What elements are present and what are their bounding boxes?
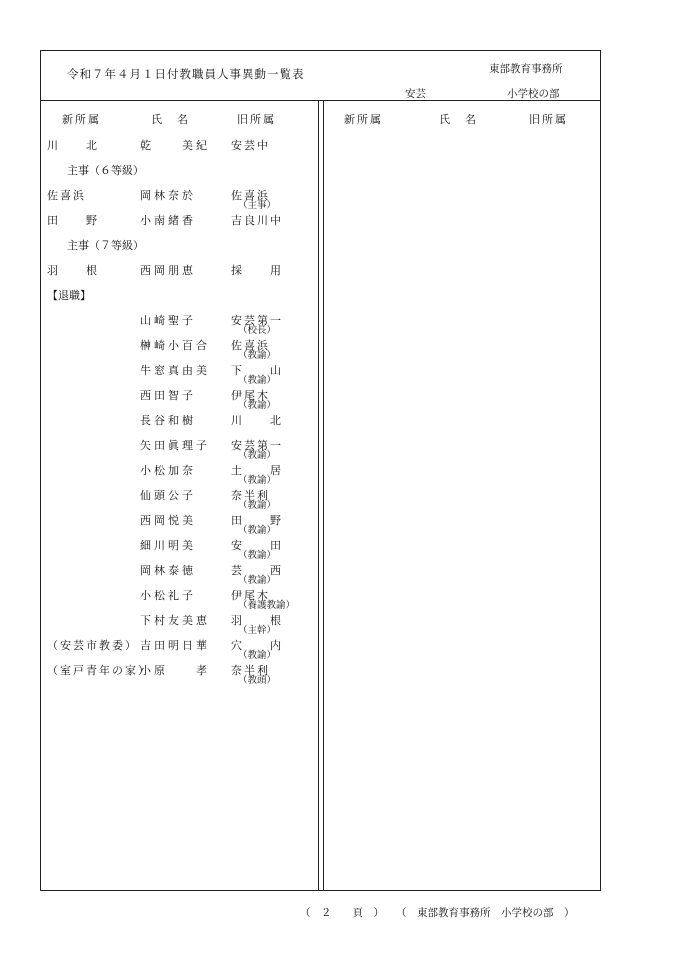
column-header-old: 旧所属 xyxy=(237,113,276,126)
entry-name: 岡林奈於 xyxy=(140,189,196,202)
entry-role: （教諭） xyxy=(238,575,277,586)
entry-role: （教諭） xyxy=(238,650,277,661)
column-header-name-right: 氏 名 xyxy=(439,113,478,126)
entry-role: （教諭） xyxy=(238,500,277,511)
column-header-new: 新所属 xyxy=(62,113,101,126)
entry-old-post: 川 北 xyxy=(231,414,283,427)
footer-label: （ 東部教育事務所 小学校の部 ） xyxy=(396,907,575,919)
entry-old-post: 安芸第一 xyxy=(231,314,283,327)
entry-name: 西岡悦美 xyxy=(140,514,196,527)
entry-new-post: （室戸青年の家） xyxy=(47,664,151,677)
entry-role: （教諭） xyxy=(238,550,277,561)
section-heading: 主事（７等級） xyxy=(67,239,144,252)
entry-old-post: 安芸中 xyxy=(231,139,270,152)
entry-new-post: 田 野 xyxy=(47,214,99,227)
entry-old-post: 羽 根 xyxy=(231,614,283,627)
column-divider-left xyxy=(318,101,319,890)
entry-old-post: 下 山 xyxy=(231,364,283,377)
entry-role: （教諭） xyxy=(238,350,277,361)
column-header-new-right: 新所属 xyxy=(344,113,383,126)
entry-new-post: （安芸市教委） xyxy=(47,639,138,652)
entry-name: 長谷和樹 xyxy=(140,414,196,427)
entry-old-post: 伊尾木 xyxy=(231,589,270,602)
page-number: （ ２ 頁 ） xyxy=(300,907,384,919)
entry-name: 小松加奈 xyxy=(140,464,196,477)
entry-role: （教諭） xyxy=(238,450,277,461)
entry-old-post: 安芸第一 xyxy=(231,439,283,452)
entry-name: 下村友美恵 xyxy=(140,614,210,627)
entry-name: 仙頭公子 xyxy=(140,489,196,502)
entry-role: （主事） xyxy=(238,200,277,211)
entry-role: （教諭） xyxy=(238,475,277,486)
entry-old-post: 土 居 xyxy=(231,464,283,477)
entry-old-post: 伊尾木 xyxy=(231,389,270,402)
entry-old-post: 穴 内 xyxy=(231,639,283,652)
column-header-old-right: 旧所属 xyxy=(529,113,568,126)
entry-name: 小南緒香 xyxy=(140,214,196,227)
entry-new-post: 羽 根 xyxy=(47,264,99,277)
entry-name: 牛窓真由美 xyxy=(140,364,210,377)
entry-old-post: 佐喜浜 xyxy=(231,339,270,352)
entry-role: （養護教諭） xyxy=(238,600,296,611)
document-title: 令和７年４月１日付教職員人事異動一覧表 xyxy=(67,67,305,81)
entry-new-post: 川 北 xyxy=(47,139,99,152)
entry-name: 西田智子 xyxy=(140,389,196,402)
section-heading: 主事（６等級） xyxy=(67,164,144,177)
region-name: 安芸 xyxy=(405,88,426,100)
entry-new-post: 佐喜浜 xyxy=(47,189,86,202)
entry-name: 矢田眞理子 xyxy=(140,439,210,452)
entry-old-post: 佐喜浜 xyxy=(231,189,270,202)
section-name: 小学校の部 xyxy=(507,88,560,100)
entry-role: （教頭） xyxy=(238,675,277,686)
entry-name: 岡林泰徳 xyxy=(140,564,196,577)
entry-old-post: 採 用 xyxy=(231,264,283,277)
entry-role: （教諭） xyxy=(238,400,277,411)
entry-name: 小原 孝 xyxy=(140,664,210,677)
section-heading: 【退職】 xyxy=(47,289,91,302)
entry-old-post: 芸 西 xyxy=(231,564,283,577)
entry-name: 山崎聖子 xyxy=(140,314,196,327)
entry-name: 西岡朋恵 xyxy=(140,264,196,277)
column-divider-right xyxy=(323,101,324,890)
entry-old-post: 安 田 xyxy=(231,539,283,552)
entry-role: （教諭） xyxy=(238,525,277,536)
entry-role: （校長） xyxy=(238,325,277,336)
office-name: 東部教育事務所 xyxy=(489,63,563,75)
entry-role: （教諭） xyxy=(238,375,277,386)
entry-name: 吉田明日華 xyxy=(140,639,210,652)
entry-name: 小松礼子 xyxy=(140,589,196,602)
entry-old-post: 吉良川中 xyxy=(231,214,283,227)
column-header-name: 氏 名 xyxy=(151,113,190,126)
entry-old-post: 奈半利 xyxy=(231,489,270,502)
entry-role: （主幹） xyxy=(238,625,277,636)
entry-name: 乾 美紀 xyxy=(140,139,210,152)
entry-name: 細川明美 xyxy=(140,539,196,552)
entry-name: 榊崎小百合 xyxy=(140,339,210,352)
entry-old-post: 奈半利 xyxy=(231,664,270,677)
entry-old-post: 田 野 xyxy=(231,514,283,527)
